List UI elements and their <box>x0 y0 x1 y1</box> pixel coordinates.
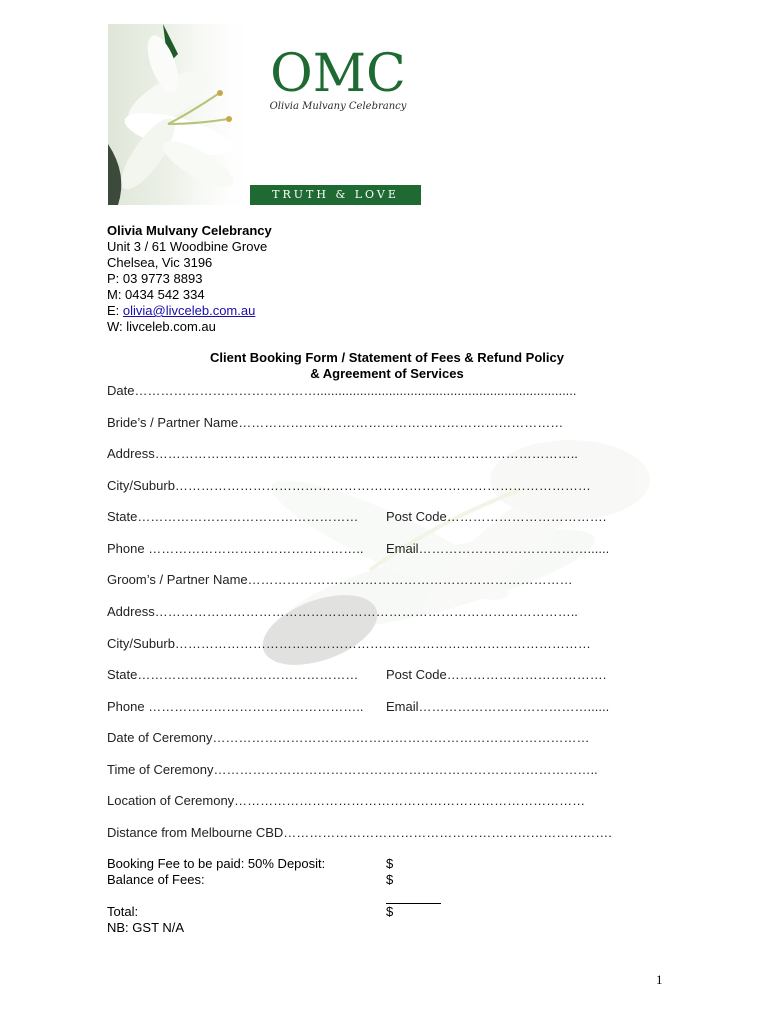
svg-text:OMC: OMC <box>270 44 406 104</box>
email-prefix: E: <box>107 303 123 318</box>
email-line <box>107 303 272 319</box>
bride-postcode-field[interactable]: Post Code………………………………. <box>386 509 607 524</box>
form-title <box>107 350 667 382</box>
groom-city-field[interactable]: City/Suburb…………………………………………………………………………………… <box>107 636 591 651</box>
web-line: W: livceleb.com.au <box>107 319 216 334</box>
lily-flower-image <box>108 24 421 205</box>
date-field[interactable]: Date……………………………………........................................................................ <box>107 383 577 398</box>
address-line-1: Unit 3 / 61 Woodbine Grove <box>107 239 268 254</box>
form-title-line-1: Client Booking Form / Statement of Fees & Refund Policy <box>210 350 564 365</box>
logo-text: Olivia Mulvany Celebrancy <box>269 101 407 112</box>
bride-email-field[interactable]: Email…………………………………...... <box>386 541 610 556</box>
booking-fee-value[interactable]: $ <box>386 856 394 871</box>
total-rule <box>386 903 441 904</box>
omc-monogram <box>270 44 406 104</box>
groom-name-field[interactable]: Groom’s / Partner Name………………………………………………………………… <box>107 572 573 587</box>
mobile-line: M: 0434 542 334 <box>107 287 205 302</box>
bride-city-field[interactable]: City/Suburb…………………………………………………………………………………… <box>107 478 591 493</box>
groom-email-field[interactable]: Email…………………………………...... <box>386 699 610 714</box>
groom-postcode-field[interactable]: Post Code………………………………. <box>386 667 607 682</box>
form-title-line-2: & Agreement of Services <box>310 366 464 381</box>
phone-line: P: 03 9773 8893 <box>107 271 203 286</box>
distance-field[interactable]: Distance from Melbourne CBD…………………………………………………………………. <box>107 825 612 840</box>
ceremony-time-field[interactable]: Time of Ceremony…………………………………………………………………………….. <box>107 762 598 777</box>
ceremony-location-field[interactable]: Location of Ceremony……………………………………………………………………… <box>107 793 586 808</box>
groom-state-field[interactable]: State…………………………………………… <box>107 667 359 682</box>
address-line-2: Chelsea, Vic 3196 <box>107 255 213 270</box>
tagline: TRUTH & LOVE <box>272 188 399 201</box>
bride-phone-field[interactable]: Phone ………………………………………….. <box>107 541 364 556</box>
bride-state-field[interactable]: State…………………………………………… <box>107 509 359 524</box>
balance-value[interactable]: $ <box>386 872 394 887</box>
company-name: Olivia Mulvany Celebrancy <box>107 223 272 238</box>
header-banner <box>108 24 421 205</box>
balance-label: Balance of Fees: <box>107 872 205 887</box>
booking-fee-label: Booking Fee to be paid: 50% Deposit: <box>107 856 326 871</box>
contact-block <box>107 223 272 335</box>
gst-note: NB: GST N/A <box>107 920 185 935</box>
groom-phone-field[interactable]: Phone ………………………………………….. <box>107 699 364 714</box>
total-label: Total: <box>107 904 139 919</box>
page-number: 1 <box>656 972 663 987</box>
email-link[interactable]: olivia@livceleb.com.au <box>122 303 256 318</box>
groom-address-field[interactable]: Address…………………………………………………………………………………….. <box>107 604 578 619</box>
bride-name-field[interactable]: Bride’s / Partner Name………………………………………………………………… <box>107 415 564 430</box>
ceremony-date-field[interactable]: Date of Ceremony…………………………………………………………………………… <box>107 730 590 745</box>
bride-address-field[interactable]: Address…………………………………………………………………………………….. <box>107 446 578 461</box>
tagline-bar <box>250 185 421 205</box>
total-value[interactable]: $ <box>386 904 394 919</box>
